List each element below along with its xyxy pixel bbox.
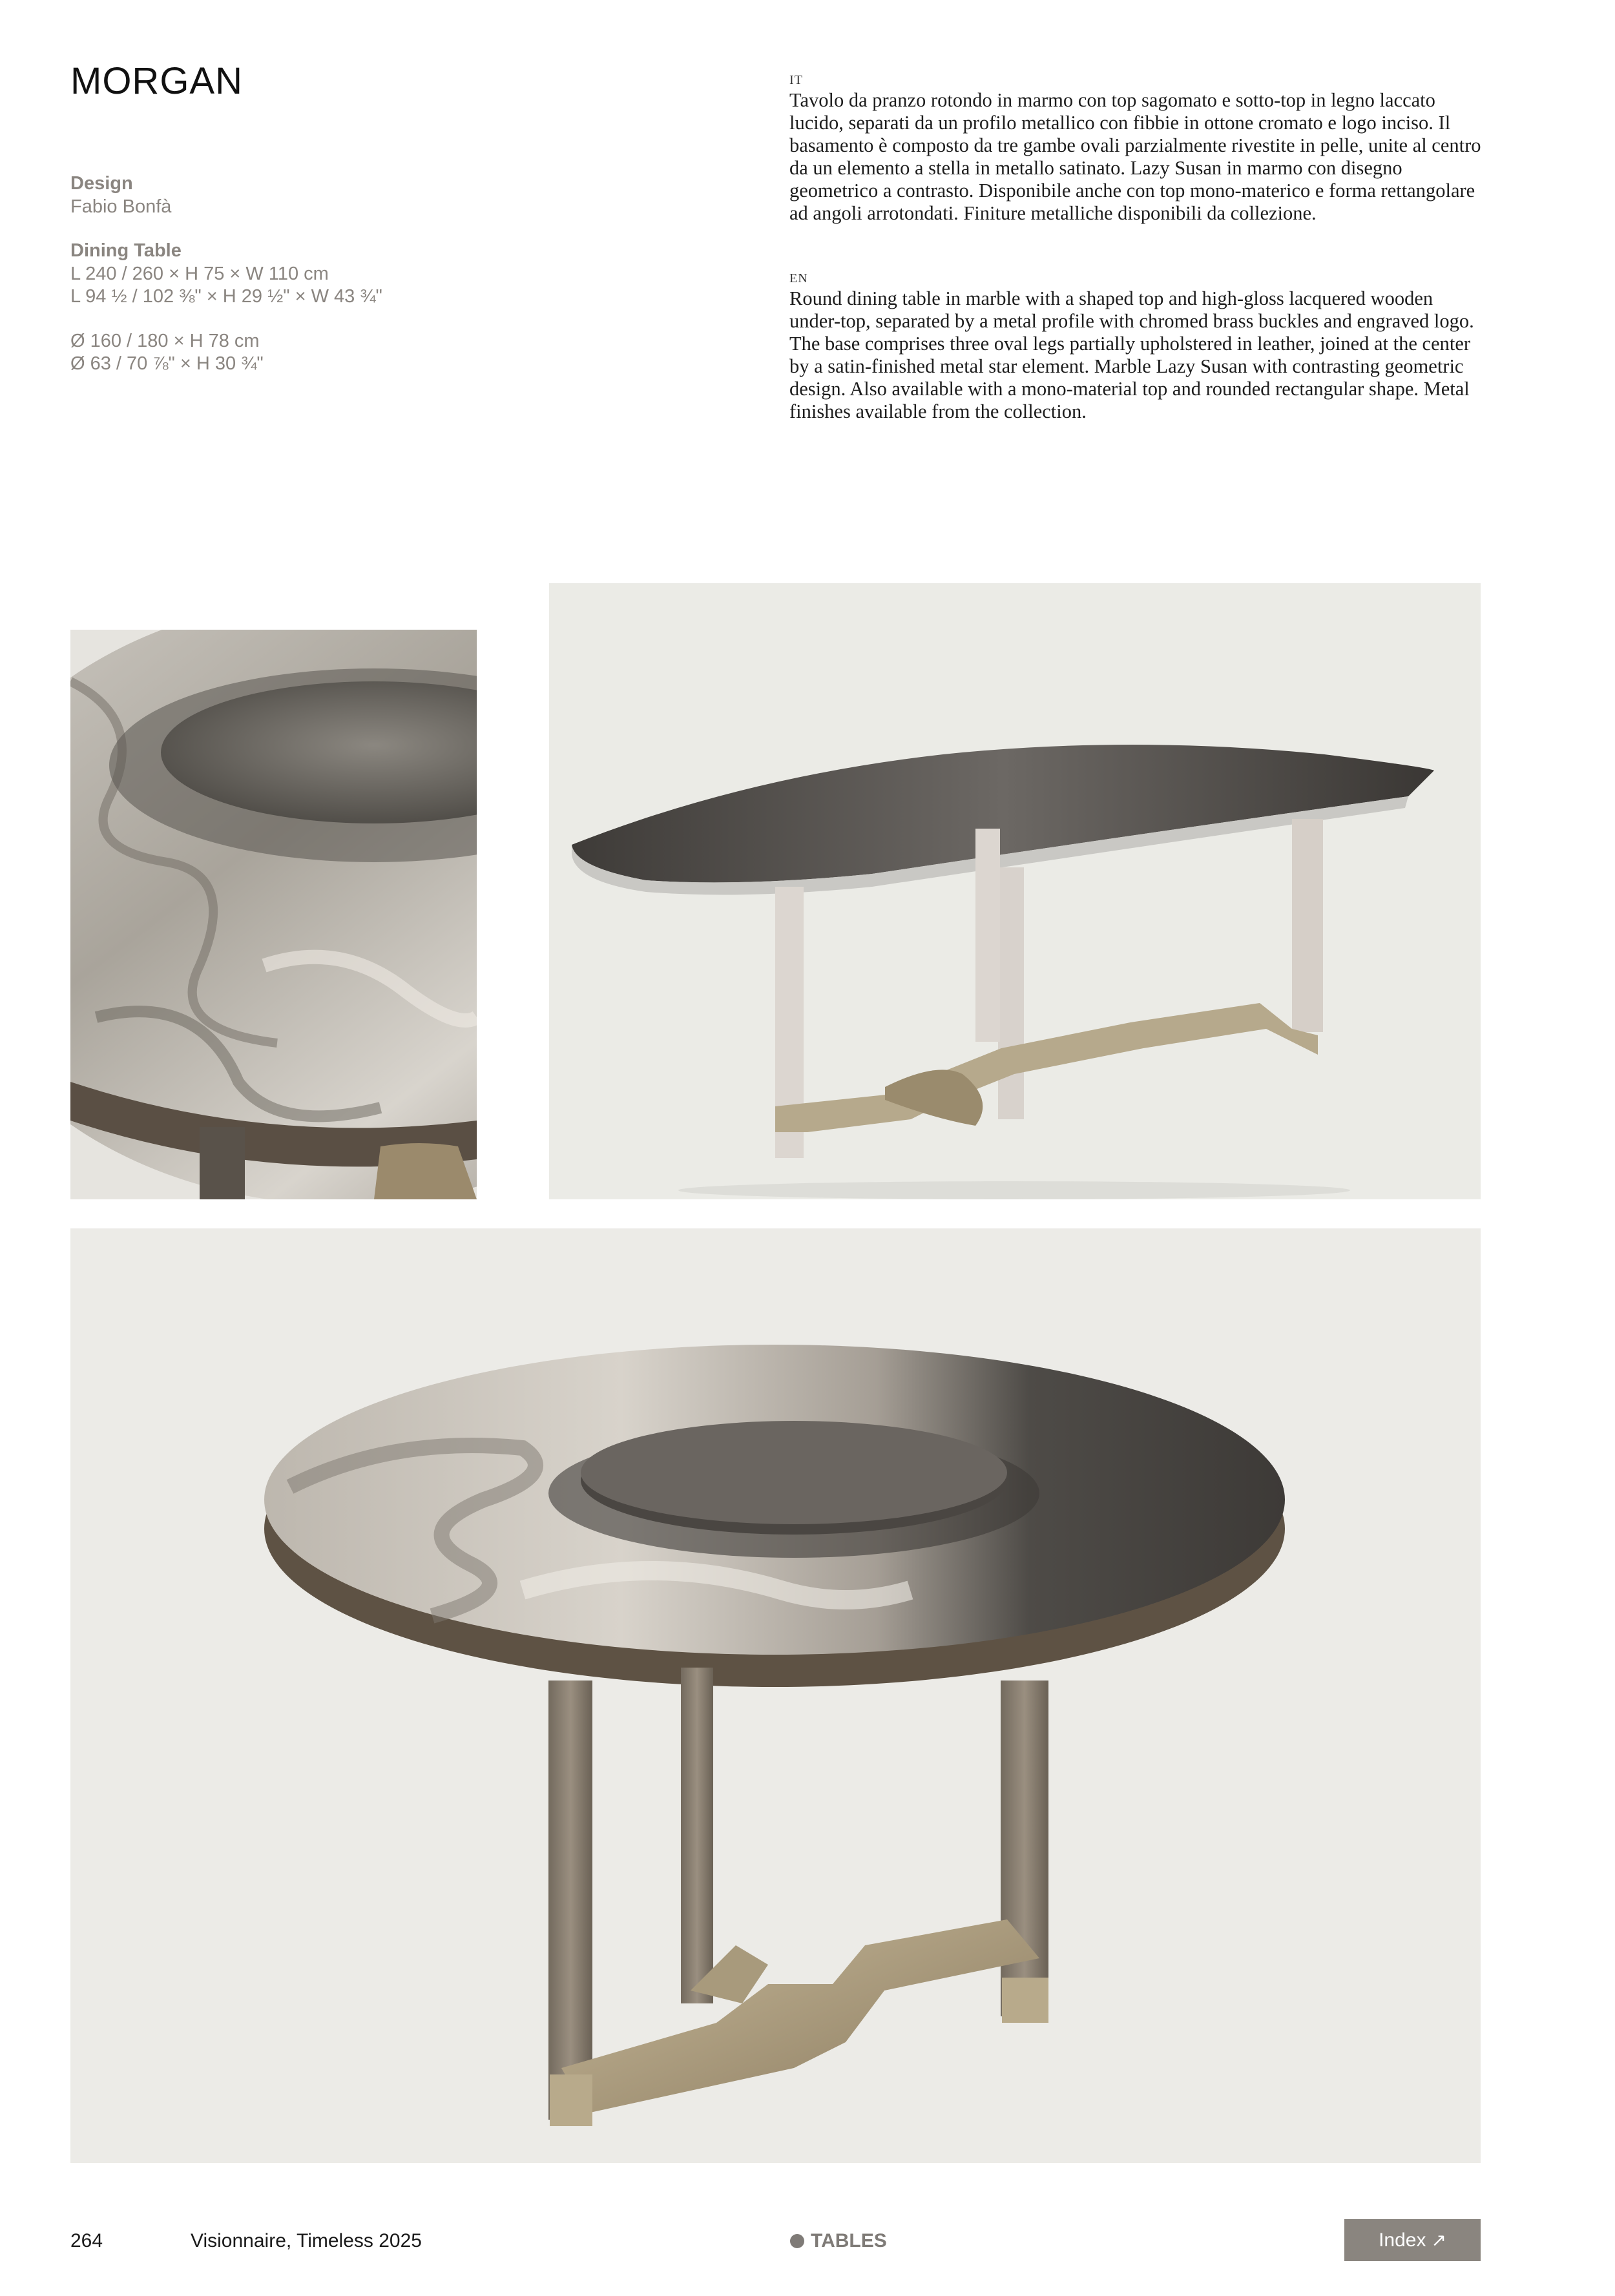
design-label: Design: [70, 173, 133, 194]
italian-language-label: IT: [789, 73, 803, 87]
page-title: MORGAN: [70, 60, 243, 102]
section-dot-icon: [790, 2234, 804, 2248]
publication-title: Visionnaire, Timeless 2025: [191, 2230, 422, 2251]
italian-description: Tavolo da pranzo rotondo in marmo con top sagomato e sotto-top in legno laccato lucido, separati da un profilo metallico con fibbie in ottone cromato e logo inciso. Il basamento è composto da tre gambe ovali parzialmente rivestite in pelle, unite al centro da un elemento a stella in metallo satinato. Lazy Susan in marmo con disegno geometrico a contrasto. Disponibile anche con top mono-materico e forma rettangolare ad angoli arrotondati. Finiture metalliche disponibili da collezione.: [789, 89, 1481, 224]
tabletop-detail-photo: [70, 630, 477, 1199]
english-language-label: EN: [789, 271, 808, 285]
index-label: Index: [1379, 2229, 1426, 2251]
rectangular-table-photo: [549, 583, 1481, 1199]
dimensions-rect-in: L 94 ½ / 102 ⅜" × H 29 ½" × W 43 ¾": [70, 286, 382, 307]
index-button[interactable]: [1344, 2219, 1481, 2261]
section-label: [790, 2230, 887, 2252]
dimensions-rect-cm: L 240 / 260 × H 75 × W 110 cm: [70, 264, 329, 284]
english-description: Round dining table in marble with a shaped top and high-gloss lacquered wooden under-top, separated by a metal profile with chromed brass buckles and engraved logo. The base comprises three oval legs partially upholstered in leather, joined at the center by a satin-finished metal star element. Marble Lazy Susan with contrasting geometric design. Also available with a mono-material top and rounded rectangular shape. Metal finishes available from the collection.: [789, 287, 1474, 422]
dimensions-round-cm: Ø 160 / 180 × H 78 cm: [70, 331, 260, 351]
product-type-label: Dining Table: [70, 240, 182, 261]
section-name: TABLES: [811, 2230, 887, 2251]
arrow-up-right-icon: ↗: [1431, 2230, 1446, 2250]
designer-name: Fabio Bonfà: [70, 196, 172, 217]
dimensions-round-in: Ø 63 / 70 ⅞" × H 30 ¾": [70, 353, 264, 374]
round-table-photo: [70, 1228, 1481, 2163]
page-number: 264: [70, 2230, 103, 2251]
